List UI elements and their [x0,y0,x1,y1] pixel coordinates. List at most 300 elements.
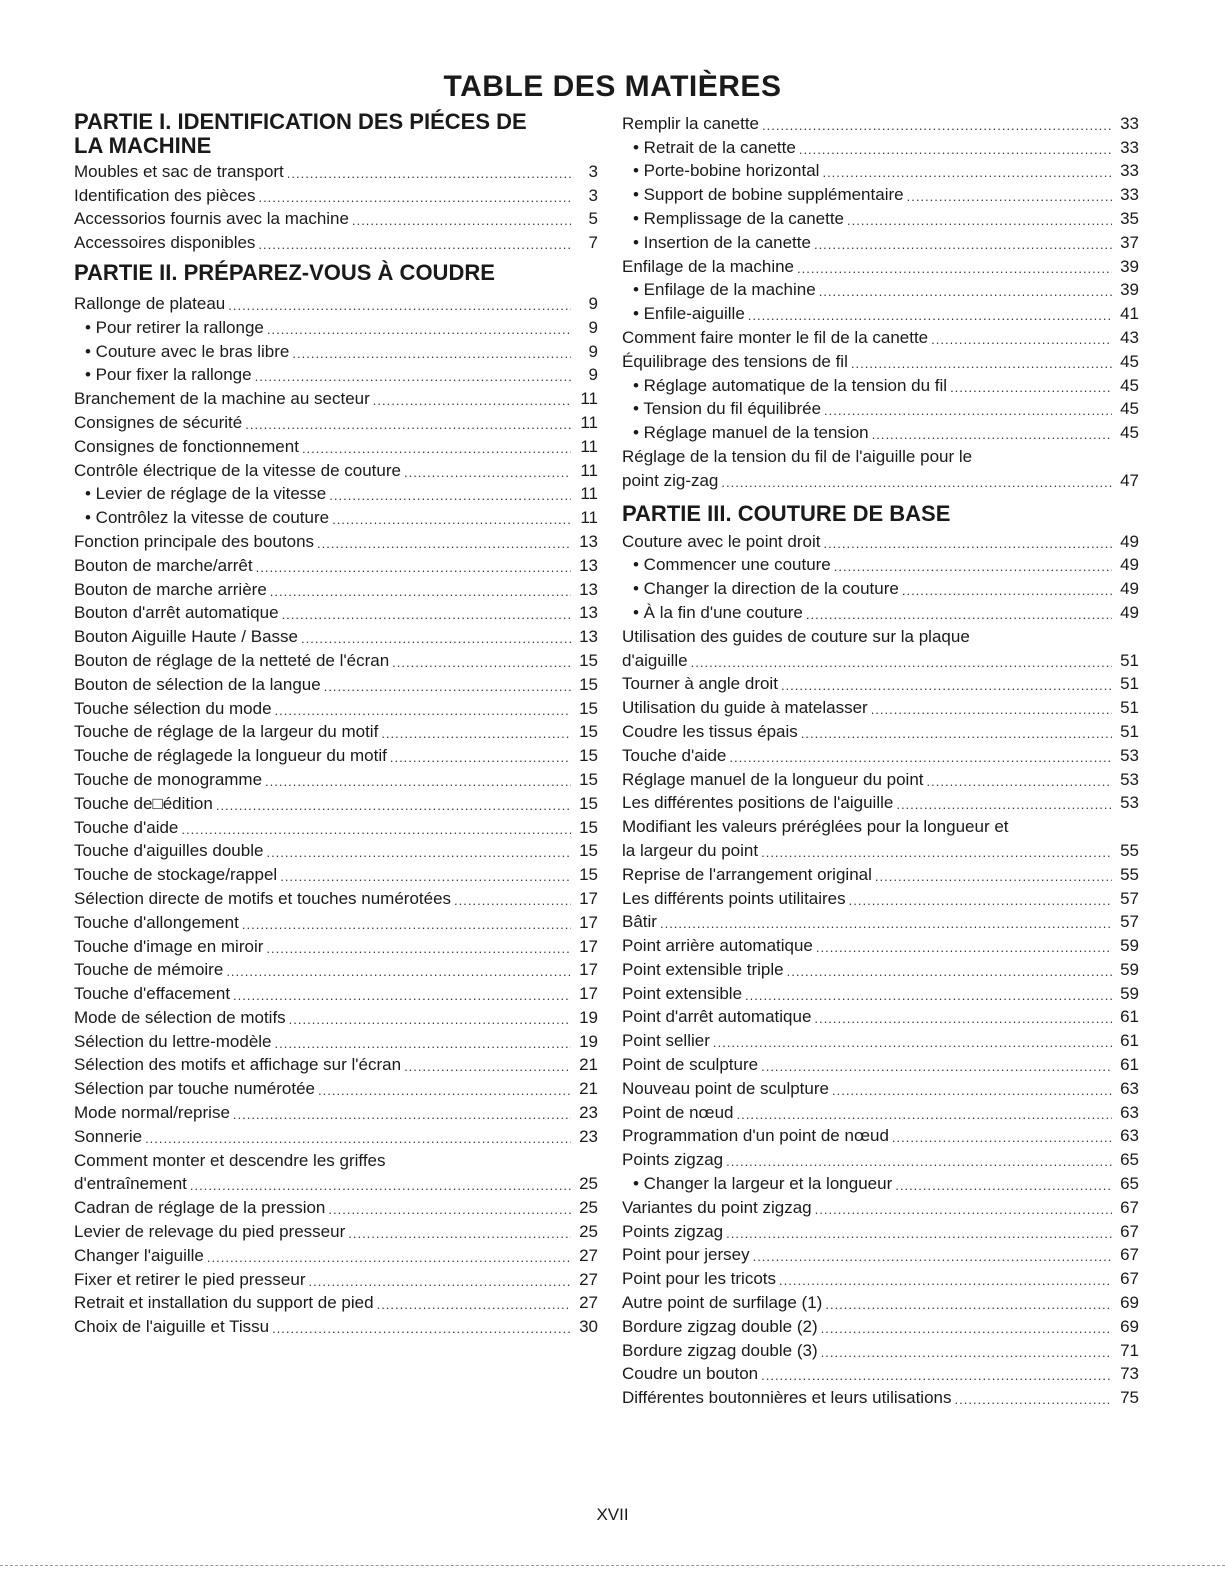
dot-leader [272,1321,571,1337]
dot-leader [190,1178,571,1194]
toc-entry-title: Tourner à angle droit [622,674,778,694]
toc-entry-page: 19 [579,1031,598,1051]
toc-entry-page: 55 [1120,840,1139,860]
dot-leader [825,1297,1112,1313]
toc-entry-page: 49 [1120,531,1139,551]
toc-entry-title: Point d'arrêt automatique [622,1007,812,1027]
toc-sub-entry[interactable] [622,419,1139,443]
page-title: TABLE DES MATIÈRES [443,70,782,103]
toc-entry[interactable] [622,528,1139,552]
toc-entry[interactable] [74,1313,598,1337]
dot-leader [266,941,571,957]
toc-entry-page: 25 [579,1222,598,1242]
toc-entry-page: 61 [1120,1055,1139,1075]
toc-entry[interactable] [622,1384,1139,1408]
dot-leader [801,726,1112,742]
toc-entry-page: 13 [579,603,598,623]
toc-entry-page: 33 [1120,161,1139,181]
toc-entry-page: 23 [579,1103,598,1123]
toc-entry-title: Retrait et installation du support de pied [74,1293,374,1313]
toc-entry-title: • Remplissage de la canette [633,208,845,228]
dot-leader [691,655,1112,671]
dot-leader [228,298,571,314]
dot-leader [392,655,571,671]
toc-entry[interactable] [74,957,598,981]
dot-leader [404,1059,571,1075]
dot-leader [847,213,1112,229]
dot-leader [287,166,571,182]
toc-entry-page: 63 [1120,1126,1139,1146]
toc-sub-entry[interactable] [622,158,1139,182]
toc-entry[interactable] [74,158,598,182]
toc-sub-entry[interactable] [622,599,1139,623]
dot-leader [275,1036,571,1052]
page-number: XVII [596,1505,629,1524]
toc-entry-page: 67 [1120,1269,1139,1289]
toc-entry-title: • Levier de réglage de la vitesse [85,484,327,504]
dot-leader [233,1107,571,1123]
toc-entry[interactable] [622,1123,1139,1147]
toc-entry-page: 19 [579,1007,598,1027]
toc-entry-title: Touche de stockage/rappel [74,865,278,885]
toc-entry-title: • Retrait de la canette [633,137,796,157]
dot-leader [799,142,1112,158]
toc-entry-title: Équilibrage des tensions de fil [622,351,848,371]
toc-sub-entry[interactable] [74,504,598,528]
toc-entry[interactable] [622,980,1139,1004]
toc-entry-page: 55 [1120,864,1139,884]
toc-entry-title: Bouton de marche arrière [74,579,267,599]
toc-entry-page: 45 [1120,351,1139,371]
dot-leader [267,322,571,338]
toc-entry-page: 11 [580,436,598,456]
toc-entry[interactable] [622,253,1139,277]
toc-sub-entry[interactable] [74,362,598,386]
toc-entry-title: Point de sculpture [622,1055,759,1075]
toc-entry-title: Les différentes positions de l'aiguille [622,793,894,813]
toc-sub-entry[interactable] [622,277,1139,301]
toc-entry-title: • Couture avec le bras libre [85,341,290,361]
toc-entry-title: Consignes de fonctionnement [74,436,299,456]
toc-entry[interactable] [622,837,1139,861]
dot-leader [779,1273,1112,1289]
toc-entry[interactable] [74,1123,598,1147]
toc-entry[interactable] [622,766,1139,790]
dot-leader [317,536,571,552]
toc-entry-title: Autre point de surfilage (1) [622,1293,823,1313]
toc-entry-page: 30 [579,1317,598,1337]
toc-entry-title: Touche d'aide [74,817,179,837]
toc-entry[interactable] [622,1337,1139,1361]
toc-entry[interactable] [74,1266,598,1290]
toc-entry-title: Fonction principale des boutons [74,531,315,551]
dot-leader [207,1250,571,1266]
toc-left-column [74,110,598,1337]
toc-entry-page: 59 [1120,959,1139,979]
dot-leader [266,845,571,861]
toc-entry[interactable] [74,552,598,576]
toc-entry-page: 13 [579,555,598,575]
toc-sub-entry[interactable] [622,372,1139,396]
toc-sub-entry[interactable] [622,134,1139,158]
toc-entry-title: • Réglage manuel de la tension [633,423,869,443]
toc-entry-title: • À la fin d'une couture [633,602,803,622]
toc-entry[interactable] [622,110,1139,134]
toc-entry-page: 17 [579,888,598,908]
dot-leader [328,1202,571,1218]
dot-leader [145,1131,571,1147]
toc-entry-title: Mode de sélection de motifs [74,1007,286,1027]
dot-leader [821,1321,1112,1337]
toc-entry-title: Points zigzag [622,1221,724,1241]
dot-leader [352,213,571,229]
toc-entry[interactable] [74,980,598,1004]
toc-entry[interactable] [622,348,1139,372]
toc-entry-title: Mode normal/reprise [74,1103,230,1123]
toc-entry[interactable] [74,576,598,600]
toc-sub-entry[interactable] [622,300,1139,324]
toc-entry[interactable] [622,1194,1139,1218]
toc-entry-page: 17 [579,912,598,932]
toc-entry-page: 13 [579,579,598,599]
toc-entry-page: 3 [588,161,598,181]
toc-entry[interactable] [74,385,598,409]
toc-entry-page: 75 [1120,1388,1139,1408]
toc-entry-title: Point pour jersey [622,1245,750,1265]
toc-entry-page: 51 [1120,721,1139,741]
toc-sub-entry[interactable] [622,1170,1139,1194]
dot-leader [851,356,1112,372]
toc-entry-page: 3 [588,185,598,205]
toc-entry[interactable] [622,1313,1139,1337]
toc-entry[interactable] [622,1075,1139,1099]
toc-entry-title: Touche de monogramme [74,769,263,789]
toc-entry[interactable] [74,433,598,457]
toc-entry-title: Bouton de marche/arrêt [74,555,253,575]
toc-entry[interactable] [622,885,1139,909]
toc-entry-title: Moubles et sac de transport [74,161,284,181]
toc-entry[interactable] [622,1265,1139,1289]
dot-leader [849,893,1112,909]
toc-entry-page: 33 [1120,113,1139,133]
toc-entry-page: 61 [1120,1007,1139,1027]
toc-entry-title: Comment monter et descendre les griffes [74,1150,386,1170]
toc-sub-entry[interactable] [622,552,1139,576]
toc-entry-page: 53 [1120,769,1139,789]
toc-entry-page: 49 [1120,555,1139,575]
dot-leader [265,774,571,790]
toc-entry-title: Sélection du lettre-modèle [74,1031,272,1051]
toc-entry[interactable] [74,671,598,695]
toc-entry[interactable] [622,956,1139,980]
toc-entry-title: Bâtir [622,912,657,932]
toc-entry[interactable] [622,623,1139,647]
toc-entry-page: 67 [1120,1197,1139,1217]
toc-entry[interactable] [74,814,598,838]
toc-entry[interactable] [74,290,598,314]
toc-entry[interactable] [622,647,1139,671]
dot-leader [931,332,1112,348]
toc-entry[interactable] [74,1194,598,1218]
toc-entry[interactable] [622,790,1139,814]
toc-entry-title: Points zigzag [622,1150,724,1170]
dot-leader [301,631,571,647]
toc-entry-title: • Pour fixer la rallonge [85,365,252,385]
dot-leader [834,559,1112,575]
toc-entry-title: Programmation d'un point de nœud [622,1126,889,1146]
dot-leader [302,441,571,457]
toc-entry-title: Bordure zigzag double (3) [622,1340,818,1360]
dot-leader [892,1130,1112,1146]
toc-sub-entry[interactable] [622,181,1139,205]
toc-entry[interactable] [622,443,1139,467]
toc-entry[interactable] [622,671,1139,695]
toc-entry-title: Modifiant les valeurs préréglées pour la longueur et [622,817,1009,837]
toc-entry-page: 11 [580,508,598,528]
toc-entry-title: Sélection des motifs et affichage sur l'écran [74,1055,402,1075]
toc-entry-title: Bouton d'arrêt automatique [74,603,279,623]
toc-entry-page: 45 [1120,423,1139,443]
toc-entry[interactable] [622,861,1139,885]
dot-leader [660,916,1112,932]
dot-leader [871,702,1112,718]
toc-entry[interactable] [74,206,598,230]
toc-entry-page: 47 [1120,470,1139,490]
dot-leader [815,1202,1112,1218]
toc-entry-page: 61 [1120,1031,1139,1051]
toc-entry[interactable] [74,695,598,719]
dot-leader [270,584,571,600]
dot-leader [745,988,1112,1004]
toc-entry[interactable] [622,1242,1139,1266]
toc-entry[interactable] [74,909,598,933]
dot-leader [255,369,571,385]
toc-entry-title: Variantes du point zigzag [622,1197,812,1217]
toc-entry-title: point zig-zag [622,470,719,490]
toc-entry-title: • Insertion de la canette [633,232,811,252]
toc-entry[interactable] [74,933,598,957]
dot-leader [377,1297,571,1313]
toc-entry-page: 21 [579,1079,598,1099]
toc-entry-title: Accessorios fournis avec la machine [74,209,349,229]
toc-right-column [622,110,1139,1408]
toc-entry-page: 69 [1120,1293,1139,1313]
toc-entry-title: Cadran de réglage de la pression [74,1198,326,1218]
toc-sub-entry[interactable] [622,575,1139,599]
toc-entry-title: Couture avec le point droit [622,531,821,551]
toc-entry[interactable] [74,457,598,481]
dot-leader [950,380,1112,396]
toc-entry-title: la largeur du point [622,840,759,860]
toc-entry-title: Touche sélection du mode [74,698,272,718]
toc-entry-title: Utilisation du guide à matelasser [622,698,868,718]
toc-entry-title: Réglage manuel de la longueur du point [622,769,924,789]
toc-sub-entry[interactable] [74,481,598,505]
toc-entry-page: 15 [579,841,598,861]
toc-entry-title: Touche de réglagede la longueur du motif [74,746,387,766]
dot-leader [797,261,1112,277]
toc-entry-page: 11 [580,389,598,409]
toc-entry-page: 11 [580,412,598,432]
toc-entry-page: 15 [579,698,598,718]
toc-entry-page: 9 [588,293,598,313]
toc-entry[interactable] [622,718,1139,742]
toc-entry[interactable] [622,1051,1139,1075]
toc-sub-entry[interactable] [622,229,1139,253]
dot-leader [348,1226,571,1242]
toc-entry[interactable] [74,742,598,766]
section-heading: PARTIE I. IDENTIFICATION DES PIÉCES DE [74,109,527,134]
dot-leader [390,750,571,766]
toc-entry-title: Coudre les tissus épais [622,721,798,741]
toc-entry[interactable] [74,1004,598,1028]
dot-leader [280,869,571,885]
toc-entry-page: 27 [579,1269,598,1289]
toc-entry-page: 33 [1120,185,1139,205]
toc-entry-title: Bordure zigzag double (2) [622,1316,818,1336]
dot-leader [324,679,571,695]
toc-entry-page: 39 [1120,280,1139,300]
dot-leader [954,1392,1112,1408]
toc-entry[interactable] [622,813,1139,837]
dot-leader [726,1154,1112,1170]
toc-entry-title: Touche d'aide [622,745,727,765]
dot-leader [824,403,1112,419]
toc-entry-page: 41 [1120,304,1139,324]
toc-sub-entry[interactable] [622,396,1139,420]
toc-entry-title: Touche de réglage de la largeur du motif [74,722,379,742]
toc-entry-page: 59 [1120,936,1139,956]
toc-entry[interactable] [622,1218,1139,1242]
toc-entry[interactable] [622,909,1139,933]
toc-entry-title: Sélection par touche numérotée [74,1079,315,1099]
toc-entry-page: 27 [579,1293,598,1313]
toc-entry-page: 51 [1120,674,1139,694]
dot-leader [216,798,571,814]
toc-entry[interactable] [622,1004,1139,1028]
toc-entry-page: 25 [579,1174,598,1194]
toc-entry-title: • Commencer une couture [633,555,831,575]
dot-leader [823,536,1112,552]
toc-entry-page: 65 [1120,1150,1139,1170]
toc-entry-title: Bouton de sélection de la langue [74,674,321,694]
toc-entry[interactable] [74,861,598,885]
toc-entry-title: Touche d'allongement [74,912,239,932]
toc-entry-title: Réglage de la tension du fil de l'aiguille pour le [622,446,973,466]
dot-leader [761,1059,1112,1075]
dot-leader [761,845,1112,861]
toc-entry[interactable] [74,1147,598,1171]
toc-entry-title: d'aiguille [622,650,688,670]
toc-entry[interactable] [622,467,1139,491]
dot-leader [318,1083,571,1099]
toc-entry[interactable] [622,932,1139,956]
toc-entry[interactable] [74,719,598,743]
dot-leader [729,750,1112,766]
toc-entry-page: 33 [1120,137,1139,157]
toc-entry[interactable] [622,1361,1139,1385]
dot-leader [927,774,1112,790]
dot-leader [821,1345,1112,1361]
toc-entry-title: Rallonge de plateau [74,293,226,313]
toc-entry[interactable] [74,1099,598,1123]
toc-sub-entry[interactable] [74,338,598,362]
dot-leader [816,940,1112,956]
toc-entry[interactable] [622,324,1139,348]
toc-entry-title: Utilisation des guides de couture sur la plaque [622,626,970,646]
toc-entry[interactable] [74,790,598,814]
toc-entry-page: 73 [1120,1364,1139,1384]
toc-entry[interactable] [74,1242,598,1266]
toc-entry[interactable] [74,182,598,206]
dot-leader [329,488,571,504]
toc-entry[interactable] [74,600,598,624]
toc-entry-page: 25 [579,1198,598,1218]
toc-entry-page: 57 [1120,888,1139,908]
dot-leader [721,475,1112,491]
toc-entry-title: Sélection directe de motifs et touches numérotées [74,888,452,908]
toc-entry[interactable] [622,1099,1139,1123]
toc-entry-title: Point de nœud [622,1102,734,1122]
dot-leader [896,797,1112,813]
toc-entry[interactable] [74,623,598,647]
toc-entry-title: • Enfile-aiguille [633,304,745,324]
toc-entry-title: Touche d'aiguilles double [74,841,264,861]
toc-entry[interactable] [74,647,598,671]
toc-entry[interactable] [622,1027,1139,1051]
toc-entry[interactable] [622,1289,1139,1313]
toc-entry[interactable] [74,1290,598,1314]
toc-entry-page: 9 [588,365,598,385]
toc-entry[interactable] [622,1146,1139,1170]
toc-entry-title: Point pour les tricots [622,1269,777,1289]
toc-sub-entry[interactable] [74,314,598,338]
toc-entry-page: 57 [1120,912,1139,932]
dot-leader [292,346,571,362]
toc-entry-page: 13 [579,531,598,551]
toc-entry[interactable] [74,1218,598,1242]
dot-leader [381,726,571,742]
toc-entry[interactable] [74,528,598,552]
dot-leader [233,988,571,1004]
toc-entry[interactable] [74,409,598,433]
dot-leader [753,1249,1112,1265]
dot-leader [748,308,1112,324]
toc-entry[interactable] [622,742,1139,766]
toc-entry[interactable] [74,1075,598,1099]
dot-leader [256,560,571,576]
toc-entry-page: 45 [1120,399,1139,419]
toc-entry[interactable] [74,1052,598,1076]
toc-entry-title: Branchement de la machine au secteur [74,389,370,409]
toc-entry[interactable] [74,766,598,790]
toc-entry-page: 51 [1120,650,1139,670]
toc-entry-page: 67 [1120,1221,1139,1241]
toc-entry[interactable] [74,838,598,862]
toc-entry-title: Comment faire monter le fil de la canette [622,327,929,347]
toc-entry[interactable] [74,229,598,253]
toc-entry[interactable] [74,885,598,909]
toc-entry[interactable] [74,1171,598,1195]
page-bottom-border [0,1565,1225,1567]
toc-entry-title: Point arrière automatique [622,936,813,956]
toc-sub-entry[interactable] [622,205,1139,229]
dot-leader [875,869,1112,885]
toc-entry-title: Bouton de réglage de la netteté de l'écran [74,650,390,670]
toc-entry[interactable] [74,1028,598,1052]
toc-entry[interactable] [622,694,1139,718]
toc-entry-title: Les différents points utilitaires [622,888,846,908]
